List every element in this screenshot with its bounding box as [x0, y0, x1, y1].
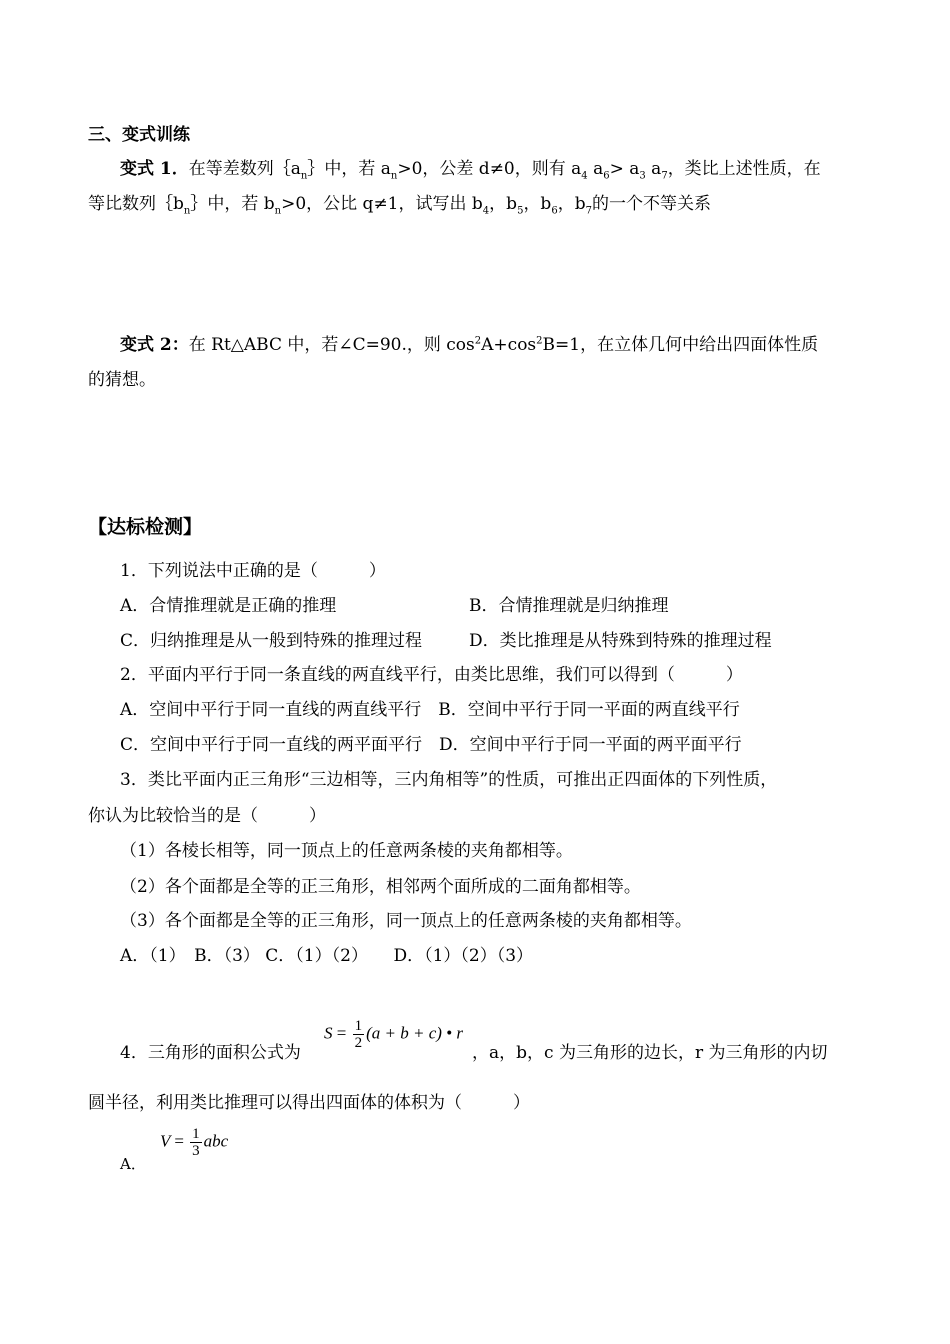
- sub: 7: [585, 205, 592, 217]
- q2: 2．平面内平行于同一条直线的两直线平行，由类比思维，我们可以得到（ ）: [120, 665, 743, 685]
- text: a: [587, 159, 604, 179]
- text: ，类比上述性质，在: [667, 159, 821, 179]
- text: B=1，在立体几何中给出四面体性质: [542, 335, 819, 355]
- sub: n: [390, 170, 398, 182]
- formula-lhs: S: [324, 1023, 333, 1043]
- text: a: [645, 159, 662, 179]
- variant2-label: 变式 2：: [120, 335, 189, 355]
- variant1-line2: [88, 193, 711, 215]
- text: ，b: [489, 194, 518, 214]
- variant1-label: 变式 1．: [120, 159, 189, 179]
- text: 的一个不等关系: [591, 194, 711, 214]
- q4-line1-suffix: ，a，b，c 为三角形的边长，r 为三角形的内切: [472, 1043, 828, 1063]
- variant2-line2: 的猜想。: [88, 370, 156, 390]
- area-formula: [324, 1018, 463, 1051]
- sub: n: [183, 205, 191, 217]
- sup: 2: [474, 335, 482, 347]
- fraction-denominator: 3: [192, 1143, 200, 1159]
- q3-options: A．（1） B．（3） C．（1）（2） D．（1）（2）（3）: [120, 946, 534, 966]
- formula-rhs: abc: [203, 1131, 229, 1151]
- q1-option-d: D．类比推理是从特殊到特殊的推理过程: [469, 631, 772, 651]
- formula-rhs: (a + b + c) • r: [366, 1023, 463, 1043]
- sub: 4: [482, 205, 490, 217]
- assessment-heading: 【达标检测】: [88, 516, 203, 538]
- fraction-numerator: 1: [192, 1126, 200, 1142]
- sub: 6: [603, 170, 610, 182]
- q3-statement-2: （2）各个面都是全等的正三角形，相邻两个面所成的二面角都相等。: [120, 877, 641, 897]
- text: >0，公差 d≠0，则有 a: [397, 159, 582, 179]
- fraction: [190, 1126, 202, 1159]
- sub: n: [300, 170, 308, 182]
- text: ｝中，若 a: [307, 159, 391, 179]
- q3-line1: 3．类比平面内正三角形“三边相等，三内角相等”的性质，可推出正四面体的下列性质，: [120, 770, 778, 790]
- q1-option-b: B．合情推理就是归纳推理: [469, 596, 669, 616]
- text: > a: [609, 159, 640, 179]
- q1-option-c: C．归纳推理是从一般到特殊的推理过程: [120, 631, 423, 651]
- sub: 5: [517, 205, 524, 217]
- section-heading: 三、变式训练: [88, 125, 190, 145]
- variant1-line1: [120, 158, 821, 180]
- sub: 7: [661, 170, 668, 182]
- formula-eq: =: [174, 1131, 184, 1151]
- fraction-numerator: 1: [354, 1018, 363, 1034]
- text: ，b: [557, 194, 586, 214]
- q3-statement-1: （1）各棱长相等，同一顶点上的任意两条棱的夹角都相等。: [120, 841, 573, 861]
- text: >0，公比 q≠1，试写出 b: [281, 194, 483, 214]
- q2-options-ab: A．空间中平行于同一直线的两直线平行 B．空间中平行于同一平面的两直线平行: [120, 700, 740, 720]
- formula-eq: =: [336, 1023, 347, 1043]
- text: ，b: [523, 194, 552, 214]
- q1-option-a: A．合情推理就是正确的推理: [120, 596, 337, 616]
- fraction: [353, 1018, 365, 1051]
- q3-line2: 你认为比较恰当的是（ ）: [88, 806, 326, 826]
- q3-statement-3: （3）各个面都是全等的正三角形，同一顶点上的任意两条棱的夹角都相等。: [120, 911, 692, 931]
- variant2-line1: [120, 334, 818, 356]
- fraction-denominator: 2: [354, 1035, 363, 1051]
- q4-line1-prefix: 4．三角形的面积公式为: [120, 1043, 301, 1063]
- text: ｝中，若 b: [190, 194, 275, 214]
- text: 在 Rt△ABC 中，若∠C=90.，则 cos: [188, 335, 475, 355]
- text: A+cos: [481, 335, 537, 355]
- text: 等比数列｛b: [88, 194, 184, 214]
- q4-line2: 圆半径，利用类比推理可以得出四面体的体积为（ ）: [88, 1093, 530, 1113]
- sub: 3: [639, 170, 646, 182]
- sub: n: [274, 205, 282, 217]
- formula-lhs: V: [160, 1131, 171, 1151]
- q2-options-cd: C．空间中平行于同一直线的两平面平行 D．空间中平行于同一平面的两平面平行: [120, 735, 742, 755]
- sub: 4: [581, 170, 588, 182]
- sup: 2: [536, 335, 543, 347]
- option-a-formula: [160, 1126, 228, 1159]
- text: 在等差数列｛a: [188, 159, 301, 179]
- q4-option-a-label: A．: [120, 1155, 146, 1173]
- q1: 1．下列说法中正确的是（ ）: [120, 561, 386, 581]
- sub: 6: [551, 205, 558, 217]
